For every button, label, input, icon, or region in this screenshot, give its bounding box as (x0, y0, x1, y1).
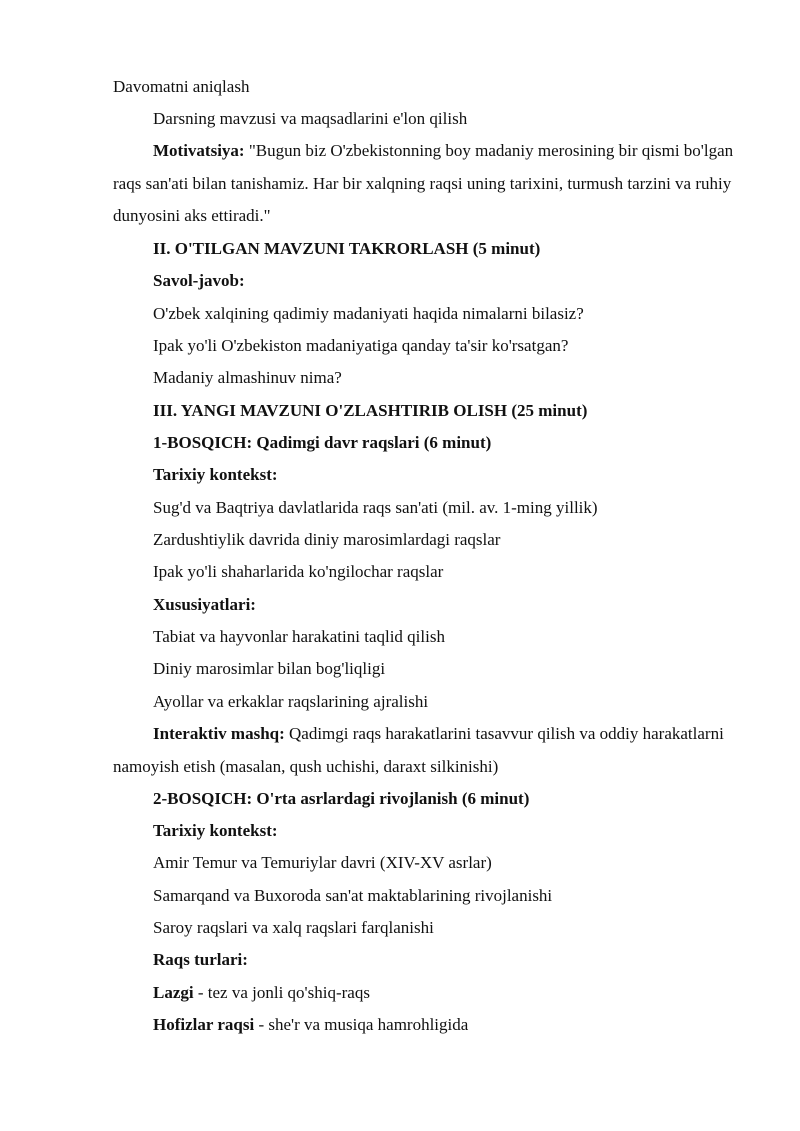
motivation-text: "Bugun biz O'zbekistonning boy madaniy merosining bir qismi bo'lgan raqs san'ati bilan tanishamiz. Har bir xalqning raqsi uning tarixini, turmush tarzini va ruhiy dunyosini aks ettiradi." (113, 141, 734, 225)
dance-type-desc: - tez va jonli qo'shiq-raqs (193, 983, 370, 1002)
stage-2-context-item: Saroy raqslari va xalq raqslari farqlanishi (153, 918, 434, 937)
section-2-heading: II. O'TILGAN MAVZUNI TAKRORLASH (5 minut) (153, 239, 541, 258)
dance-type-name: Lazgi (153, 983, 194, 1002)
stage-1-heading: 1-BOSQICH: Qadimgi davr raqslari (6 minut) (153, 433, 492, 452)
motivation-paragraph (113, 135, 743, 233)
dance-type-desc: - she'r va musiqa hamrohligida (254, 1015, 469, 1034)
interactive-exercise-paragraph (113, 718, 743, 783)
stage-1-context-item: Zardushtiylik davrida diniy marosimlardagi raqslar (153, 530, 501, 549)
stage-2-context-item: Amir Temur va Temuriylar davri (XIV-XV asrlar) (153, 853, 492, 872)
question-1: O'zbek xalqining qadimiy madaniyati haqida nimalarni bilasiz? (153, 304, 584, 323)
stage-1-feature-item: Tabiat va hayvonlar harakatini taqlid qilish (153, 627, 445, 646)
stage-2-context-label: Tarixiy kontekst: (153, 821, 278, 840)
question-2: Ipak yo'li O'zbekiston madaniyatiga qanday ta'sir ko'rsatgan? (153, 336, 569, 355)
stage-2-context-item: Samarqand va Buxoroda san'at maktablarining rivojlanishi (153, 886, 553, 905)
section-3-heading: III. YANGI MAVZUNI O'ZLASHTIRIB OLISH (25 minut) (153, 401, 588, 420)
stage-1-context-label: Tarixiy kontekst: (153, 465, 278, 484)
stage-1-feature-item: Diniy marosimlar bilan bog'liqligi (153, 659, 386, 678)
text-attendance: Davomatni aniqlash (113, 77, 250, 96)
motivation-label: Motivatsiya: (153, 141, 245, 160)
exercise-label: Interaktiv mashq: (153, 724, 285, 743)
stage-1-context-item: Sug'd va Baqtriya davlatlarida raqs san'ati (mil. av. 1-ming yillik) (153, 498, 598, 517)
dance-type-item (153, 977, 370, 1009)
qa-label: Savol-javob: (153, 271, 245, 290)
exercise-text: Qadimgi raqs harakatlarini tasavvur qilish va oddiy harakatlarni namoyish etish (masalan, qush uchishi, daraxt silkinishi) (113, 724, 724, 776)
stage-1-context-item: Ipak yo'li shaharlarida ko'ngilochar raqslar (153, 562, 444, 581)
dance-type-name: Hofizlar raqsi (153, 1015, 255, 1034)
dance-type-item (153, 1009, 468, 1041)
stage-1-features-label: Xususiyatlari: (153, 595, 256, 614)
stage-2-types-label: Raqs turlari: (153, 950, 248, 969)
stage-1-feature-item: Ayollar va erkaklar raqslarining ajralishi (153, 692, 429, 711)
stage-2-heading: 2-BOSQICH: O'rta asrlardagi rivojlanish (6 minut) (153, 789, 530, 808)
text-announce-topic: Darsning mavzusi va maqsadlarini e'lon qilish (153, 109, 468, 128)
question-3: Madaniy almashinuv nima? (153, 368, 342, 387)
